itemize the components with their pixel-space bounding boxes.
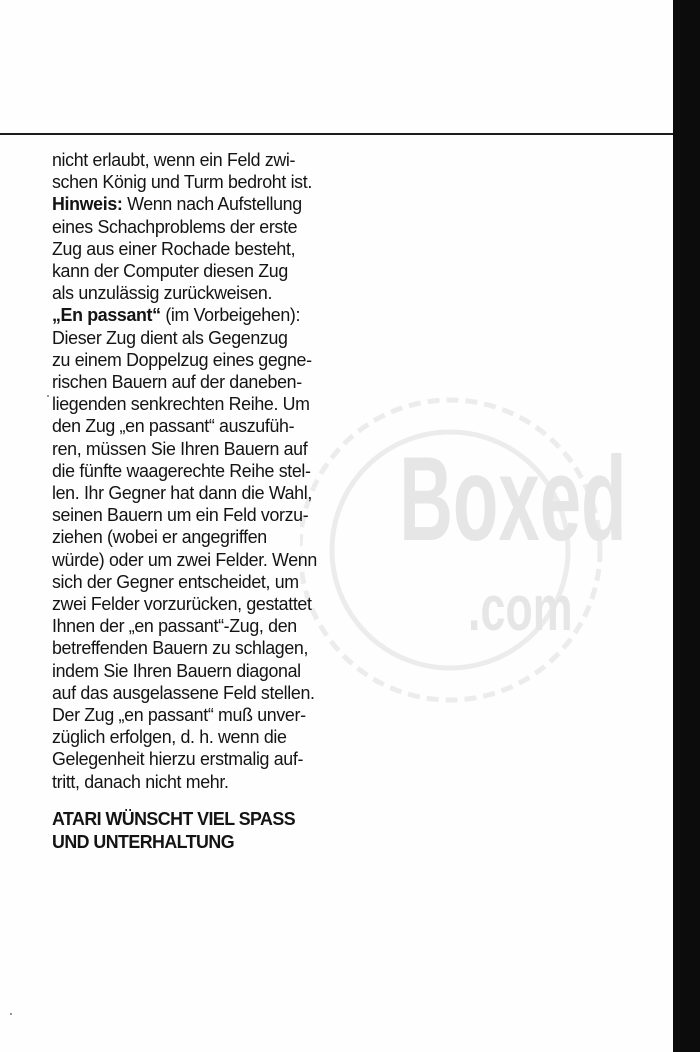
line-text: betreffenden Bauern zu schlagen, [52,637,309,659]
line-text: auf das ausgelassene Feld stellen. [52,681,315,703]
body-text-line [52,460,352,482]
body-text-line [52,549,352,571]
line-text: len. Ihr Gegner hat dann die Wahl, [52,482,312,504]
line-text: indem Sie Ihren Bauern diagonal [52,659,301,681]
line-text: den Zug „en passant“ auszufüh- [52,415,295,437]
line-text: Wenn nach Aufstellung [122,193,302,215]
top-divider-rule [0,133,673,135]
line-text: Zug aus einer Rochade besteht, [52,237,296,259]
body-text-line [52,704,352,726]
body-text-line [52,304,352,326]
line-text: seinen Bauern um ein Feld vorzu- [52,504,309,526]
line-text: eines Schachproblems der erste [52,215,298,237]
line-text: kann der Computer diesen Zug [52,260,288,282]
manual-body-text [52,149,362,793]
line-text: Der Zug „en passant“ muß unver- [52,704,306,726]
body-text-line [52,526,352,548]
line-text: Ihnen der „en passant“-Zug, den [52,615,297,637]
body-text-line [52,349,352,371]
line-text: ziehen (wobei er angegriffen [52,526,267,548]
body-text-line [52,593,352,615]
body-text-line [52,260,352,282]
line-text: tritt, danach nicht mehr. [52,770,229,792]
scan-speck [47,395,49,397]
body-text-line [52,415,352,437]
body-text-line [52,682,352,704]
closing-message [52,808,362,853]
body-text-line [52,615,352,637]
body-text-line [52,393,352,415]
body-text-line [52,771,352,793]
body-text-line [52,504,352,526]
body-text-line [52,327,352,349]
body-text-line [52,660,352,682]
line-text: zwei Felder vorzurücken, gestattet [52,593,312,615]
watermark-sub-text: .com [468,572,573,644]
watermark-main-text: Boxed [399,433,627,567]
bold-term: „En passant“ [52,304,161,326]
line-text: zu einem Doppelzug eines gegne- [52,348,312,370]
line-text: (im Vorbeigehen): [160,304,301,326]
scan-right-edge [673,0,700,1052]
line-text: als unzulässig zurückweisen. [52,282,273,304]
line-text: die fünfte waagerechte Reihe stel- [52,459,311,481]
body-text-line [52,282,352,304]
scan-speck [10,1013,12,1015]
body-text-line [52,193,352,215]
body-text-line [52,637,352,659]
body-text-line [52,171,352,193]
line-text: sich der Gegner entscheidet, um [52,570,299,592]
line-text: liegenden senkrechten Reihe. Um [52,393,310,415]
line-text: Dieser Zug dient als Gegenzug [52,326,288,348]
body-text-line [52,438,352,460]
line-text: würde) oder um zwei Felder. Wenn [52,548,317,570]
body-text-line [52,748,352,770]
body-text-line [52,726,352,748]
body-text-line [52,371,352,393]
body-text-line [52,482,352,504]
line-text: ren, müssen Sie Ihren Bauern auf [52,437,308,459]
closing-line-1: ATARI WÜNSCHT VIEL SPASS [52,808,296,829]
line-text: nicht erlaubt, wenn ein Feld zwi- [52,149,296,170]
body-text-line [52,238,352,260]
body-text-line [52,149,352,171]
body-text-line [52,216,352,238]
line-text: rischen Bauern auf der daneben- [52,371,302,393]
bold-term: Hinweis: [52,193,123,215]
closing-line-2: UND UNTERHALTUNG [52,830,235,852]
line-text: Gelegenheit hierzu erstmalig auf- [52,748,304,770]
line-text: züglich erfolgen, d. h. wenn die [52,726,287,748]
line-text: schen König und Turm bedroht ist. [52,171,312,193]
body-text-line [52,571,352,593]
